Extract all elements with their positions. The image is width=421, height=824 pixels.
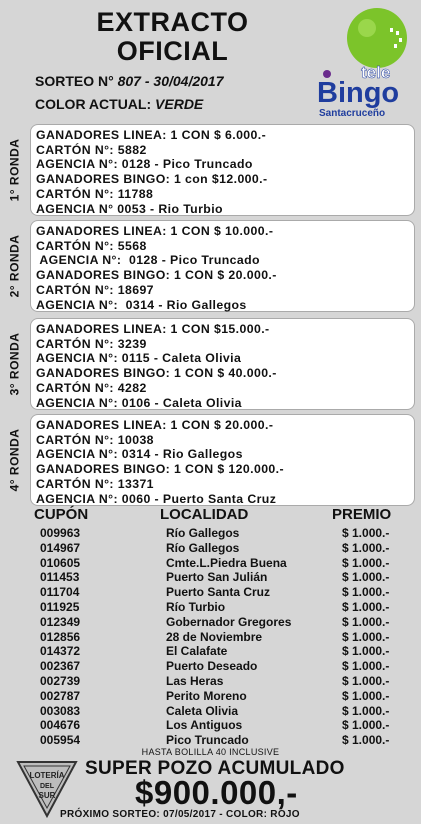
sorteo-label: SORTEO N° [35,73,118,89]
premio-cell: $ 1.000.- [342,600,390,614]
ronda-line: CARTÓN N°: 13371 [36,476,154,491]
hasta-bolilla: HASTA BOLILLA 40 INCLUSIVE [141,747,280,757]
page-title [40,8,305,66]
ronda-line: GANADORES LINEA: 1 CON $15.000.- [36,322,270,336]
ronda-3-panel [30,318,415,410]
cupon-cell: 009963 [40,526,81,540]
table-row [0,659,421,674]
cupon-cell: 002787 [40,688,81,703]
table-row [0,570,421,585]
table-row [0,615,421,630]
premio-cell: $ 1.000.- [342,674,390,688]
ronda-line: AGENCIA N°: 0115 - Caleta Olivia [36,351,242,366]
localidad-cell: Puerto San Julián [166,570,268,585]
ronda-line: AGENCIA N°: 0128 - Pico Truncado [36,157,253,172]
ronda-line: CARTÓN N°: 3239 [36,336,147,351]
ronda-line: GANADORES BINGO: 1 CON $ 40.000.- [36,366,277,381]
ronda-line: CARTÓN N°: 5568 [36,238,147,253]
ronda-line: CARTÓN N°: 4282 [36,380,147,395]
table-row [0,526,421,541]
cupon-cell: 005954 [40,733,81,748]
ronda-3-label: 3° RONDA [7,332,21,396]
cupon-cell: 002367 [40,659,81,674]
table-row [0,585,421,600]
svg-text:SUR: SUR [38,791,56,800]
cupon-cell: 011704 [40,585,80,600]
localidad-cell: Puerto Santa Cruz [166,585,271,600]
premio-cell: $ 1.000.- [342,585,390,600]
ronda-line: CARTÓN N°: 5882 [36,142,147,157]
ronda-line: GANADORES LINEA: 1 CON $ 6.000.- [36,128,267,142]
ronda-line: AGENCIA N°: 0314 - Rio Gallegos [36,297,247,312]
premio-cell: $ 1.000.- [342,629,390,644]
cupon-cell: 010605 [40,555,81,570]
localidad-cell: Pico Truncado [166,733,249,748]
premio-cell: $ 1.000.- [342,703,390,718]
ronda-line: AGENCIA N°: 0314 - Rio Gallegos [36,447,243,462]
cupon-cell: 011453 [40,570,80,585]
header-localidad: LOCALIDAD [160,506,249,523]
table-row [0,674,421,689]
title-line-1: EXTRACTO [96,7,249,37]
logo-text-santacruceno: Santacruceño [319,108,386,118]
table-row [0,644,421,659]
table-row [0,718,421,733]
table-row [0,630,421,645]
localidad-cell: Caleta Olivia [166,703,239,718]
ronda-line: AGENCIA N°: 0060 - Puerto Santa Cruz [36,491,277,506]
localidad-cell: El Calafate [166,644,228,659]
color-value: VERDE [155,96,204,112]
ronda-line: AGENCIA N°: 0106 - Caleta Olivia [36,395,242,410]
ronda-line: AGENCIA N° 0053 - Rio Turbio [36,201,223,216]
logo-ball-icon [347,8,407,68]
table-row [0,689,421,704]
cupon-cell: 004676 [40,718,81,733]
super-pozo-amount: $900.000,- [135,774,298,811]
localidad-cell: Cmte.L.Piedra Buena [166,555,287,570]
localidad-cell: Río Gallegos [166,540,240,555]
ronda-line: GANADORES LINEA: 1 CON $ 10.000.- [36,224,274,238]
localidad-cell: Perito Moreno [166,688,247,703]
ronda-1-label: 1° RONDA [7,138,21,202]
localidad-cell: Los Antiguos [166,718,243,733]
logo-text-bingo: Bingo [317,77,400,109]
cupon-cell: 011925 [40,600,80,614]
header-premio: PREMIO [332,506,392,523]
ronda-line: CARTÓN N°: 18697 [36,282,154,297]
ronda-4-panel [30,414,415,506]
premio-cell: $ 1.000.- [342,688,390,703]
color-label: COLOR ACTUAL: [35,96,156,112]
premio-cell: $ 1.000.- [342,540,390,555]
localidad-cell: Río Turbio [166,600,226,614]
logo-text-tele: tele [361,63,391,82]
proximo-sorteo: PRÓXIMO SORTEO: 07/05/2017 - COLOR: ROJO [60,809,300,820]
localidad-cell: Las Heras [166,674,224,688]
ronda-line: AGENCIA N°: 0128 - Pico Truncado [36,253,260,268]
premio-cell: $ 1.000.- [342,614,390,629]
localidad-cell: 28 de Noviembre [166,629,263,644]
cupon-cell: 014967 [40,540,81,555]
premio-cell: $ 1.000.- [342,644,390,659]
ronda-line: GANADORES BINGO: 1 CON $ 20.000.- [36,268,277,283]
svg-text:LOTERÍA: LOTERÍA [29,771,65,780]
sorteo-info [35,73,223,89]
premio-cell: $ 1.000.- [342,733,390,748]
cupon-cell: 014372 [40,644,81,659]
sorteo-value: 807 - 30/04/2017 [117,73,224,89]
premio-cell: $ 1.000.- [342,555,390,570]
cupon-cell: 002739 [40,674,81,688]
table-row [0,541,421,556]
ronda-2-panel [30,220,415,312]
ronda-line: GANADORES BINGO: 1 con $12.000.- [36,172,268,187]
cupon-cell: 012856 [40,629,81,644]
ronda-1-panel [30,124,415,216]
ronda-line: GANADORES LINEA: 1 CON $ 20.000.- [36,418,274,432]
ronda-line: CARTÓN N°: 10038 [36,432,154,447]
table-row [0,600,421,615]
premio-cell: $ 1.000.- [342,570,390,585]
header-cupon: CUPÓN [34,506,89,523]
color-actual [35,96,203,112]
header [0,0,421,120]
premio-cell: $ 1.000.- [342,718,390,733]
ronda-2-label: 2° RONDA [7,234,21,298]
svg-text:DEL: DEL [40,783,54,790]
premio-cell: $ 1.000.- [342,659,390,674]
localidad-cell: Puerto Deseado [166,659,258,674]
premio-cell: $ 1.000.- [342,526,390,540]
table-row [0,704,421,719]
localidad-cell: Río Gallegos [166,526,240,540]
ronda-4-label: 4° RONDA [7,428,21,492]
table-row [0,556,421,571]
cupon-cell: 003083 [40,703,81,718]
ronda-line: GANADORES BINGO: 1 CON $ 120.000.- [36,462,284,477]
localidad-cell: Gobernador Gregores [166,614,292,629]
super-pozo-title: SUPER POZO ACUMULADO [85,758,345,779]
title-line-2: OFICIAL [116,36,229,66]
table-row [0,733,421,748]
cupon-cell: 012349 [40,614,81,629]
telebingo-logo [315,6,415,118]
ronda-line: CARTÓN N°: 11788 [36,186,154,201]
